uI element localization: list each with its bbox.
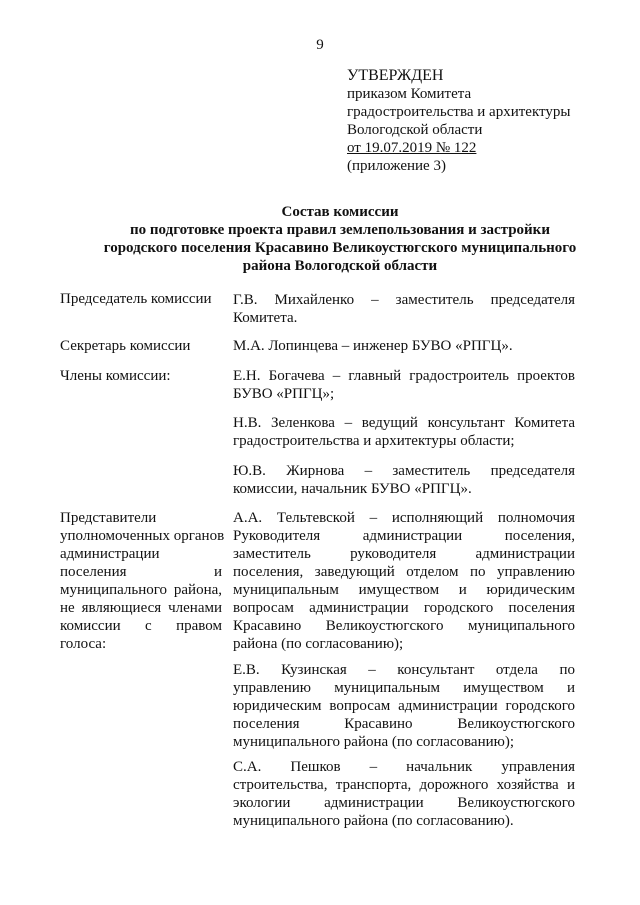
representative-entry	[233, 509, 575, 653]
label-line: голоса:	[60, 636, 107, 652]
label-line: поселения и	[60, 564, 222, 580]
label-line: Представители	[60, 510, 157, 526]
member-entry	[233, 462, 575, 498]
member-line: А.А. Тельтевской – исполняющий полномочия	[233, 510, 575, 526]
approval-line: Вологодской области	[347, 122, 483, 138]
title-line: района Вологодской области	[242, 258, 438, 274]
title-line: по подготовке проекта правил землепользования и застройки	[130, 222, 550, 238]
label-line: муниципального района,	[60, 582, 222, 598]
member-line: Е.Н. Богачева – главный градостроитель проектов	[233, 368, 575, 384]
approval-heading: УТВЕРЖДЕН	[347, 67, 444, 84]
member-line: Комитета.	[233, 310, 298, 326]
member-line: Е.В. Кузинская – консультант отдела по	[233, 662, 575, 678]
chairman-label: Председатель комиссии	[60, 291, 212, 307]
document-title	[60, 203, 620, 275]
chairman-member	[233, 291, 575, 327]
label-line: комиссии с правом	[60, 618, 222, 634]
member-line: Ю.В. Жирнова – заместитель председателя	[233, 463, 575, 479]
title-line: городского поселения Красавино Великоустюгского муниципального	[103, 240, 577, 256]
member-line: вопросам администрации городского поселения	[233, 600, 575, 616]
title-line: Состав комиссии	[281, 204, 399, 220]
secretary-member	[233, 337, 575, 355]
member-line: района (по согласованию);	[233, 636, 404, 652]
member-line: муниципального района (по согласованию);	[233, 734, 515, 750]
member-line: заместитель руководителя администрации	[233, 546, 575, 562]
representative-entry	[233, 758, 575, 830]
page-number: 9	[316, 37, 324, 53]
representative-entry	[233, 661, 575, 751]
member-line: Г.В. Михайленко – заместитель председателя	[233, 292, 575, 308]
member-line: юридическим вопросам администрации городского	[233, 698, 575, 714]
label-line: уполномоченных органов	[60, 528, 225, 544]
member-line: М.А. Лопинцева – инженер БУВО «РПГЦ».	[233, 338, 513, 354]
members-label: Члены комиссии:	[60, 368, 171, 384]
member-line: муниципального района (по согласованию).	[233, 813, 514, 829]
member-line: поселения, заведующий отделом по управлению	[233, 564, 575, 580]
member-line: Руководителя администрации поселения,	[233, 528, 575, 544]
representatives-label	[60, 509, 225, 653]
member-entry	[233, 414, 575, 450]
member-line: С.А. Пешков – начальник управления	[233, 759, 575, 775]
approval-line: градостроительства и архитектуры	[347, 104, 571, 120]
label-line: не являющиеся членами	[60, 600, 222, 616]
member-line: градостроительства и архитектуры области;	[233, 433, 515, 449]
member-line: экологии администрации Великоустюгского	[233, 795, 575, 811]
approval-line: приказом Комитета	[347, 86, 472, 102]
secretary-label: Секретарь комиссии	[60, 338, 191, 354]
member-line: муниципальным имуществом и юридическим	[233, 582, 575, 598]
member-line: Н.В. Зеленкова – ведущий консультант Комитета	[233, 415, 575, 431]
approval-stamp	[347, 66, 607, 175]
member-line: БУВО «РПГЦ»;	[233, 386, 335, 402]
approval-annex: (приложение 3)	[347, 158, 446, 174]
approval-date: от 19.07.2019 № 122	[347, 140, 477, 156]
member-line: строительства, транспорта, дорожного хозяйства и	[233, 777, 575, 793]
member-line: Красавино Великоустюгского муниципального	[233, 618, 575, 634]
member-entry	[233, 367, 575, 403]
member-line: управлению муниципальным имуществом и	[233, 680, 575, 696]
member-line: комиссии, начальник БУВО «РПГЦ».	[233, 481, 472, 497]
member-line: поселения Красавино Великоустюгского	[233, 716, 575, 732]
label-line: администрации	[60, 546, 160, 562]
